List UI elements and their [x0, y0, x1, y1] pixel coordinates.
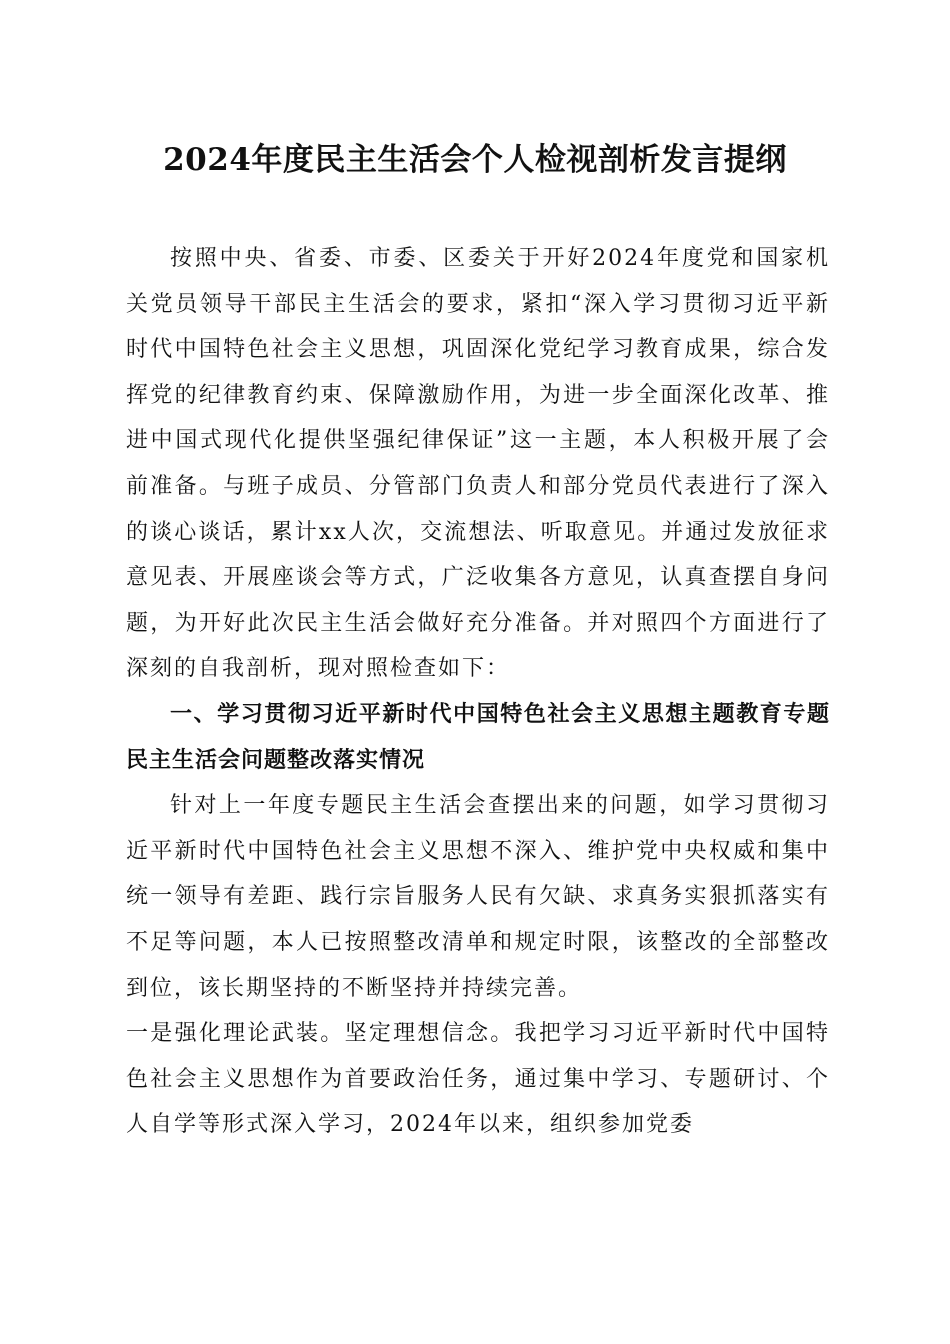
section-1-paragraph: 针对上一年度专题民主生活会查摆出来的问题，如学习贯彻习近平新时代中国特色社会主义思想不深入、维护党中央权威和集中统一领导有差距、践行宗旨服务人民有欠缺、求真务实狠抓落实有不足等问题，本人已按照整改清单和规定时限，该整改的全部整改到位，该长期坚持的不断坚持并持续完善。: [126, 793, 830, 1001]
document-body: [126, 236, 830, 1148]
document-title: 2024年度民主生活会个人检视剖析发言提纲: [163, 142, 787, 178]
section-1-heading: 一、学习贯彻习近平新时代中国特色社会主义思想主题教育专题民主生活会问题整改落实情况: [126, 701, 830, 773]
section-1-item-1: 一是强化理论武装。坚定理想信念。我把学习习近平新时代中国特色社会主义思想作为首要政治任务，通过集中学习、专题研讨、个人自学等形式深入学习，2024年以来，组织参加党委: [126, 1021, 830, 1138]
intro-paragraph: 按照中央、省委、市委、区委关于开好2024年度党和国家机关党员领导干部民主生活会的要求，紧扣“深入学习贯彻习近平新时代中国特色社会主义思想，巩固深化党纪学习教育成果，综合发挥党的纪律教育约束、保障激励作用，为进一步全面深化改革、推进中国式现代化提供坚强纪律保证”这一主题，本人积极开展了会前准备。与班子成员、分管部门负责人和部分党员代表进行了深入的谈心谈话，累计xx人次，交流想法、听取意见。并通过发放征求意见表、开展座谈会等方式，广泛收集各方意见，认真查摆自身问题，为开好此次民主生活会做好充分准备。并对照四个方面进行了深刻的自我剖析，现对照检查如下：: [126, 246, 830, 682]
